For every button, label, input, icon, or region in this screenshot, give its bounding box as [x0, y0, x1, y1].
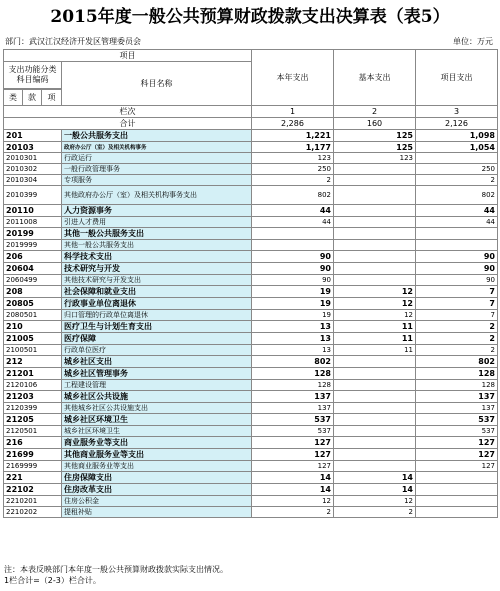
table-row: [4, 403, 498, 414]
row-current: 90: [252, 263, 334, 275]
row-subject-name: 专项服务: [62, 175, 252, 186]
row-current: 137: [252, 403, 334, 414]
table-row: [4, 217, 498, 228]
row-code: 2210201: [4, 496, 62, 507]
row-project: [416, 228, 498, 240]
row-subject-name: 行政事业单位离退休: [62, 298, 252, 310]
table-row: [4, 426, 498, 437]
row-current: 44: [252, 217, 334, 228]
row-basic: [334, 164, 416, 175]
row-code: 201: [4, 130, 62, 142]
table-row: [4, 186, 498, 205]
row-basic: 11: [334, 321, 416, 333]
row-subject-name: 住房改革支出: [62, 484, 252, 496]
row-basic: [334, 240, 416, 251]
note-line: 1栏合计=（2-3）栏合计。: [4, 576, 101, 585]
row-project: 1,098: [416, 130, 498, 142]
row-basic: 12: [334, 496, 416, 507]
row-subject-name: 城乡社区公共设施: [62, 391, 252, 403]
row-subject-name: 商业服务业等支出: [62, 437, 252, 449]
row-subject-name: 一般行政管理事务: [62, 164, 252, 175]
row-basic: 125: [334, 130, 416, 142]
row-subject-name: 其他一般公共服务支出: [62, 240, 252, 251]
index-label: 栏次: [4, 106, 252, 118]
row-subject-name: 城乡社区支出: [62, 356, 252, 368]
row-project: 250: [416, 164, 498, 175]
total-label: 合计: [4, 118, 252, 130]
row-basic: [334, 437, 416, 449]
row-project: 7: [416, 286, 498, 298]
table-row: [4, 414, 498, 426]
row-project: 2: [416, 175, 498, 186]
header-col-project: 项目支出: [416, 50, 498, 106]
index-3: 3: [416, 106, 498, 118]
row-current: 802: [252, 356, 334, 368]
row-code: 20805: [4, 298, 62, 310]
table-row: [4, 321, 498, 333]
row-project: 44: [416, 205, 498, 217]
row-current: 1,221: [252, 130, 334, 142]
table-row: [4, 484, 498, 496]
row-basic: 14: [334, 472, 416, 484]
row-project: 2: [416, 321, 498, 333]
row-subject-name: 其他商业服务业等支出: [62, 461, 252, 472]
row-project: 537: [416, 426, 498, 437]
row-project: 127: [416, 449, 498, 461]
row-code: 208: [4, 286, 62, 298]
row-project: 537: [416, 414, 498, 426]
row-project: 802: [416, 356, 498, 368]
row-code: 216: [4, 437, 62, 449]
row-code: 2120501: [4, 426, 62, 437]
row-subject-name: 科学技术支出: [62, 251, 252, 263]
table-row: [4, 153, 498, 164]
row-subject-name: 其他政府办公厅（室）及相关机构事务支出: [62, 186, 252, 205]
row-current: 14: [252, 484, 334, 496]
row-basic: [334, 403, 416, 414]
table-row: [4, 263, 498, 275]
row-current: 123: [252, 153, 334, 164]
row-basic: [334, 449, 416, 461]
row-project: [416, 153, 498, 164]
table-row: [4, 205, 498, 217]
row-subject-name: 其他技术研究与开发支出: [62, 275, 252, 286]
header-col-basic: 基本支出: [334, 50, 416, 106]
row-current: 537: [252, 426, 334, 437]
row-current: 90: [252, 251, 334, 263]
header-subject-name: 科目名称: [62, 62, 252, 106]
row-basic: [334, 461, 416, 472]
row-basic: [334, 228, 416, 240]
row-code: 20199: [4, 228, 62, 240]
row-code: 22102: [4, 484, 62, 496]
row-subject-name: 住房保障支出: [62, 472, 252, 484]
row-code: 2060499: [4, 275, 62, 286]
table-row: [4, 275, 498, 286]
row-basic: [334, 380, 416, 391]
header-col-current: 本年支出: [252, 50, 334, 106]
row-project: [416, 484, 498, 496]
row-subject-name: 其他一般公共服务支出: [62, 228, 252, 240]
notes: [4, 564, 498, 586]
index-2: 2: [334, 106, 416, 118]
row-code: 2019999: [4, 240, 62, 251]
total-basic: 160: [334, 118, 416, 130]
row-code: 2010302: [4, 164, 62, 175]
table-row: [4, 286, 498, 298]
row-current: 127: [252, 449, 334, 461]
row-subject-name: 提租补贴: [62, 507, 252, 518]
row-basic: [334, 263, 416, 275]
row-code: 21203: [4, 391, 62, 403]
row-basic: 11: [334, 345, 416, 356]
row-basic: 2: [334, 507, 416, 518]
row-current: 127: [252, 437, 334, 449]
index-1: 1: [252, 106, 334, 118]
row-subject-name: 医疗保障: [62, 333, 252, 345]
row-basic: [334, 186, 416, 205]
row-project: 2: [416, 333, 498, 345]
table-row: [4, 380, 498, 391]
row-basic: 12: [334, 310, 416, 321]
row-subject-name: 工程建设管理: [62, 380, 252, 391]
table-row: [4, 333, 498, 345]
row-current: 2: [252, 175, 334, 186]
row-code: 2100501: [4, 345, 62, 356]
row-subject-name: 归口管理的行政单位离退休: [62, 310, 252, 321]
row-code: 212: [4, 356, 62, 368]
row-project: 90: [416, 275, 498, 286]
row-project: [416, 496, 498, 507]
table-row: [4, 507, 498, 518]
table-row: [4, 356, 498, 368]
row-subject-name: 政府办公厅（室）及相关机构事务: [62, 142, 252, 153]
row-code: 221: [4, 472, 62, 484]
row-subject-name: 其他城乡社区公共设施支出: [62, 403, 252, 414]
row-subject-name: 城乡社区管理事务: [62, 368, 252, 380]
expenditure-table: [3, 49, 498, 518]
row-code: 21205: [4, 414, 62, 426]
row-basic: [334, 275, 416, 286]
row-project: 44: [416, 217, 498, 228]
row-basic: 125: [334, 142, 416, 153]
table-row: [4, 310, 498, 321]
report-title: 2015年度一般公共预算财政拨款支出决算表（表5）: [50, 7, 450, 27]
row-code: 2010301: [4, 153, 62, 164]
row-code: 21005: [4, 333, 62, 345]
row-current: 14: [252, 472, 334, 484]
row-code: 210: [4, 321, 62, 333]
row-project: 137: [416, 403, 498, 414]
row-code: 2169999: [4, 461, 62, 472]
row-current: 19: [252, 286, 334, 298]
table-row: [4, 437, 498, 449]
row-basic: 14: [334, 484, 416, 496]
table-row: [4, 251, 498, 263]
row-code: 20103: [4, 142, 62, 153]
row-project: 90: [416, 251, 498, 263]
row-current: 127: [252, 461, 334, 472]
row-code: 2011008: [4, 217, 62, 228]
row-current: 44: [252, 205, 334, 217]
row-basic: 11: [334, 333, 416, 345]
row-current: 12: [252, 496, 334, 507]
row-current: 1,177: [252, 142, 334, 153]
table-row: [4, 240, 498, 251]
row-basic: [334, 175, 416, 186]
row-code: 21201: [4, 368, 62, 380]
table-row: [4, 496, 498, 507]
table-row: [4, 391, 498, 403]
row-current: 128: [252, 368, 334, 380]
row-code: 20604: [4, 263, 62, 275]
header-row-project: [4, 50, 498, 62]
row-subject-name: 行政运行: [62, 153, 252, 164]
row-project: 90: [416, 263, 498, 275]
row-basic: 123: [334, 153, 416, 164]
row-basic: [334, 205, 416, 217]
row-subject-name: 住房公积金: [62, 496, 252, 507]
total-project: 2,126: [416, 118, 498, 130]
row-project: 7: [416, 298, 498, 310]
table-row: [4, 175, 498, 186]
table-row: [4, 449, 498, 461]
row-code: 21699: [4, 449, 62, 461]
row-project: 128: [416, 380, 498, 391]
row-basic: [334, 356, 416, 368]
row-code: 206: [4, 251, 62, 263]
row-current: 250: [252, 164, 334, 175]
row-current: 19: [252, 298, 334, 310]
report-meta: [5, 36, 495, 48]
row-basic: [334, 391, 416, 403]
header-level-section: 款: [23, 90, 42, 106]
total-current: 2,286: [252, 118, 334, 130]
row-code: 20110: [4, 205, 62, 217]
row-project: [416, 472, 498, 484]
header-project: 项目: [4, 50, 252, 62]
row-project: 2: [416, 345, 498, 356]
row-code: 2010399: [4, 186, 62, 205]
row-subject-name: 城乡社区环境卫生: [62, 426, 252, 437]
row-basic: [334, 251, 416, 263]
row-project: 137: [416, 391, 498, 403]
row-subject-name: 一般公共服务支出: [62, 130, 252, 142]
row-code: 2210202: [4, 507, 62, 518]
row-current: 13: [252, 321, 334, 333]
department-label: 部门：武汉江汉经济开发区管理委员会: [5, 37, 141, 46]
row-subject-name: 技术研究与开发: [62, 263, 252, 275]
row-basic: 12: [334, 286, 416, 298]
row-basic: 12: [334, 298, 416, 310]
table-row: [4, 228, 498, 240]
row-current: 802: [252, 186, 334, 205]
row-subject-name: 社会保障和就业支出: [62, 286, 252, 298]
row-current: 2: [252, 507, 334, 518]
row-project: 128: [416, 368, 498, 380]
table-row: [4, 130, 498, 142]
row-code: 2010304: [4, 175, 62, 186]
table-row: [4, 472, 498, 484]
row-current: 537: [252, 414, 334, 426]
row-basic: [334, 414, 416, 426]
row-project: 1,054: [416, 142, 498, 153]
table-row: [4, 142, 498, 153]
row-subject-name: 城乡社区环境卫生: [62, 414, 252, 426]
row-project: 127: [416, 461, 498, 472]
row-current: 137: [252, 391, 334, 403]
index-row: [4, 106, 498, 118]
row-current: [252, 240, 334, 251]
row-current: [252, 228, 334, 240]
table-row: [4, 461, 498, 472]
row-project: [416, 507, 498, 518]
row-code: 2080501: [4, 310, 62, 321]
row-basic: [334, 426, 416, 437]
header-level-item: 项: [42, 90, 62, 106]
table-row: [4, 298, 498, 310]
row-code: 2120399: [4, 403, 62, 414]
row-current: 90: [252, 275, 334, 286]
row-subject-name: 人力资源事务: [62, 205, 252, 217]
row-basic: [334, 368, 416, 380]
row-basic: [334, 217, 416, 228]
header-level-class: 类: [4, 90, 23, 106]
row-current: 13: [252, 345, 334, 356]
total-row: [4, 118, 498, 130]
row-code: 2120106: [4, 380, 62, 391]
row-current: 13: [252, 333, 334, 345]
row-subject-name: 医疗卫生与计划生育支出: [62, 321, 252, 333]
unit-label: 单位：万元: [453, 37, 493, 46]
table-row: [4, 345, 498, 356]
row-subject-name: 其他商业服务业等支出: [62, 449, 252, 461]
row-current: 128: [252, 380, 334, 391]
row-subject-name: 行政单位医疗: [62, 345, 252, 356]
row-project: 127: [416, 437, 498, 449]
row-project: 7: [416, 310, 498, 321]
header-code-group: 支出功能分类科目编码: [4, 62, 62, 89]
row-project: 802: [416, 186, 498, 205]
row-current: 19: [252, 310, 334, 321]
note-line: 注：本表反映部门本年度一般公共预算财政拨款实际支出情况。: [4, 565, 228, 574]
row-subject-name: 引进人才费用: [62, 217, 252, 228]
row-project: [416, 240, 498, 251]
table-row: [4, 164, 498, 175]
table-row: [4, 368, 498, 380]
